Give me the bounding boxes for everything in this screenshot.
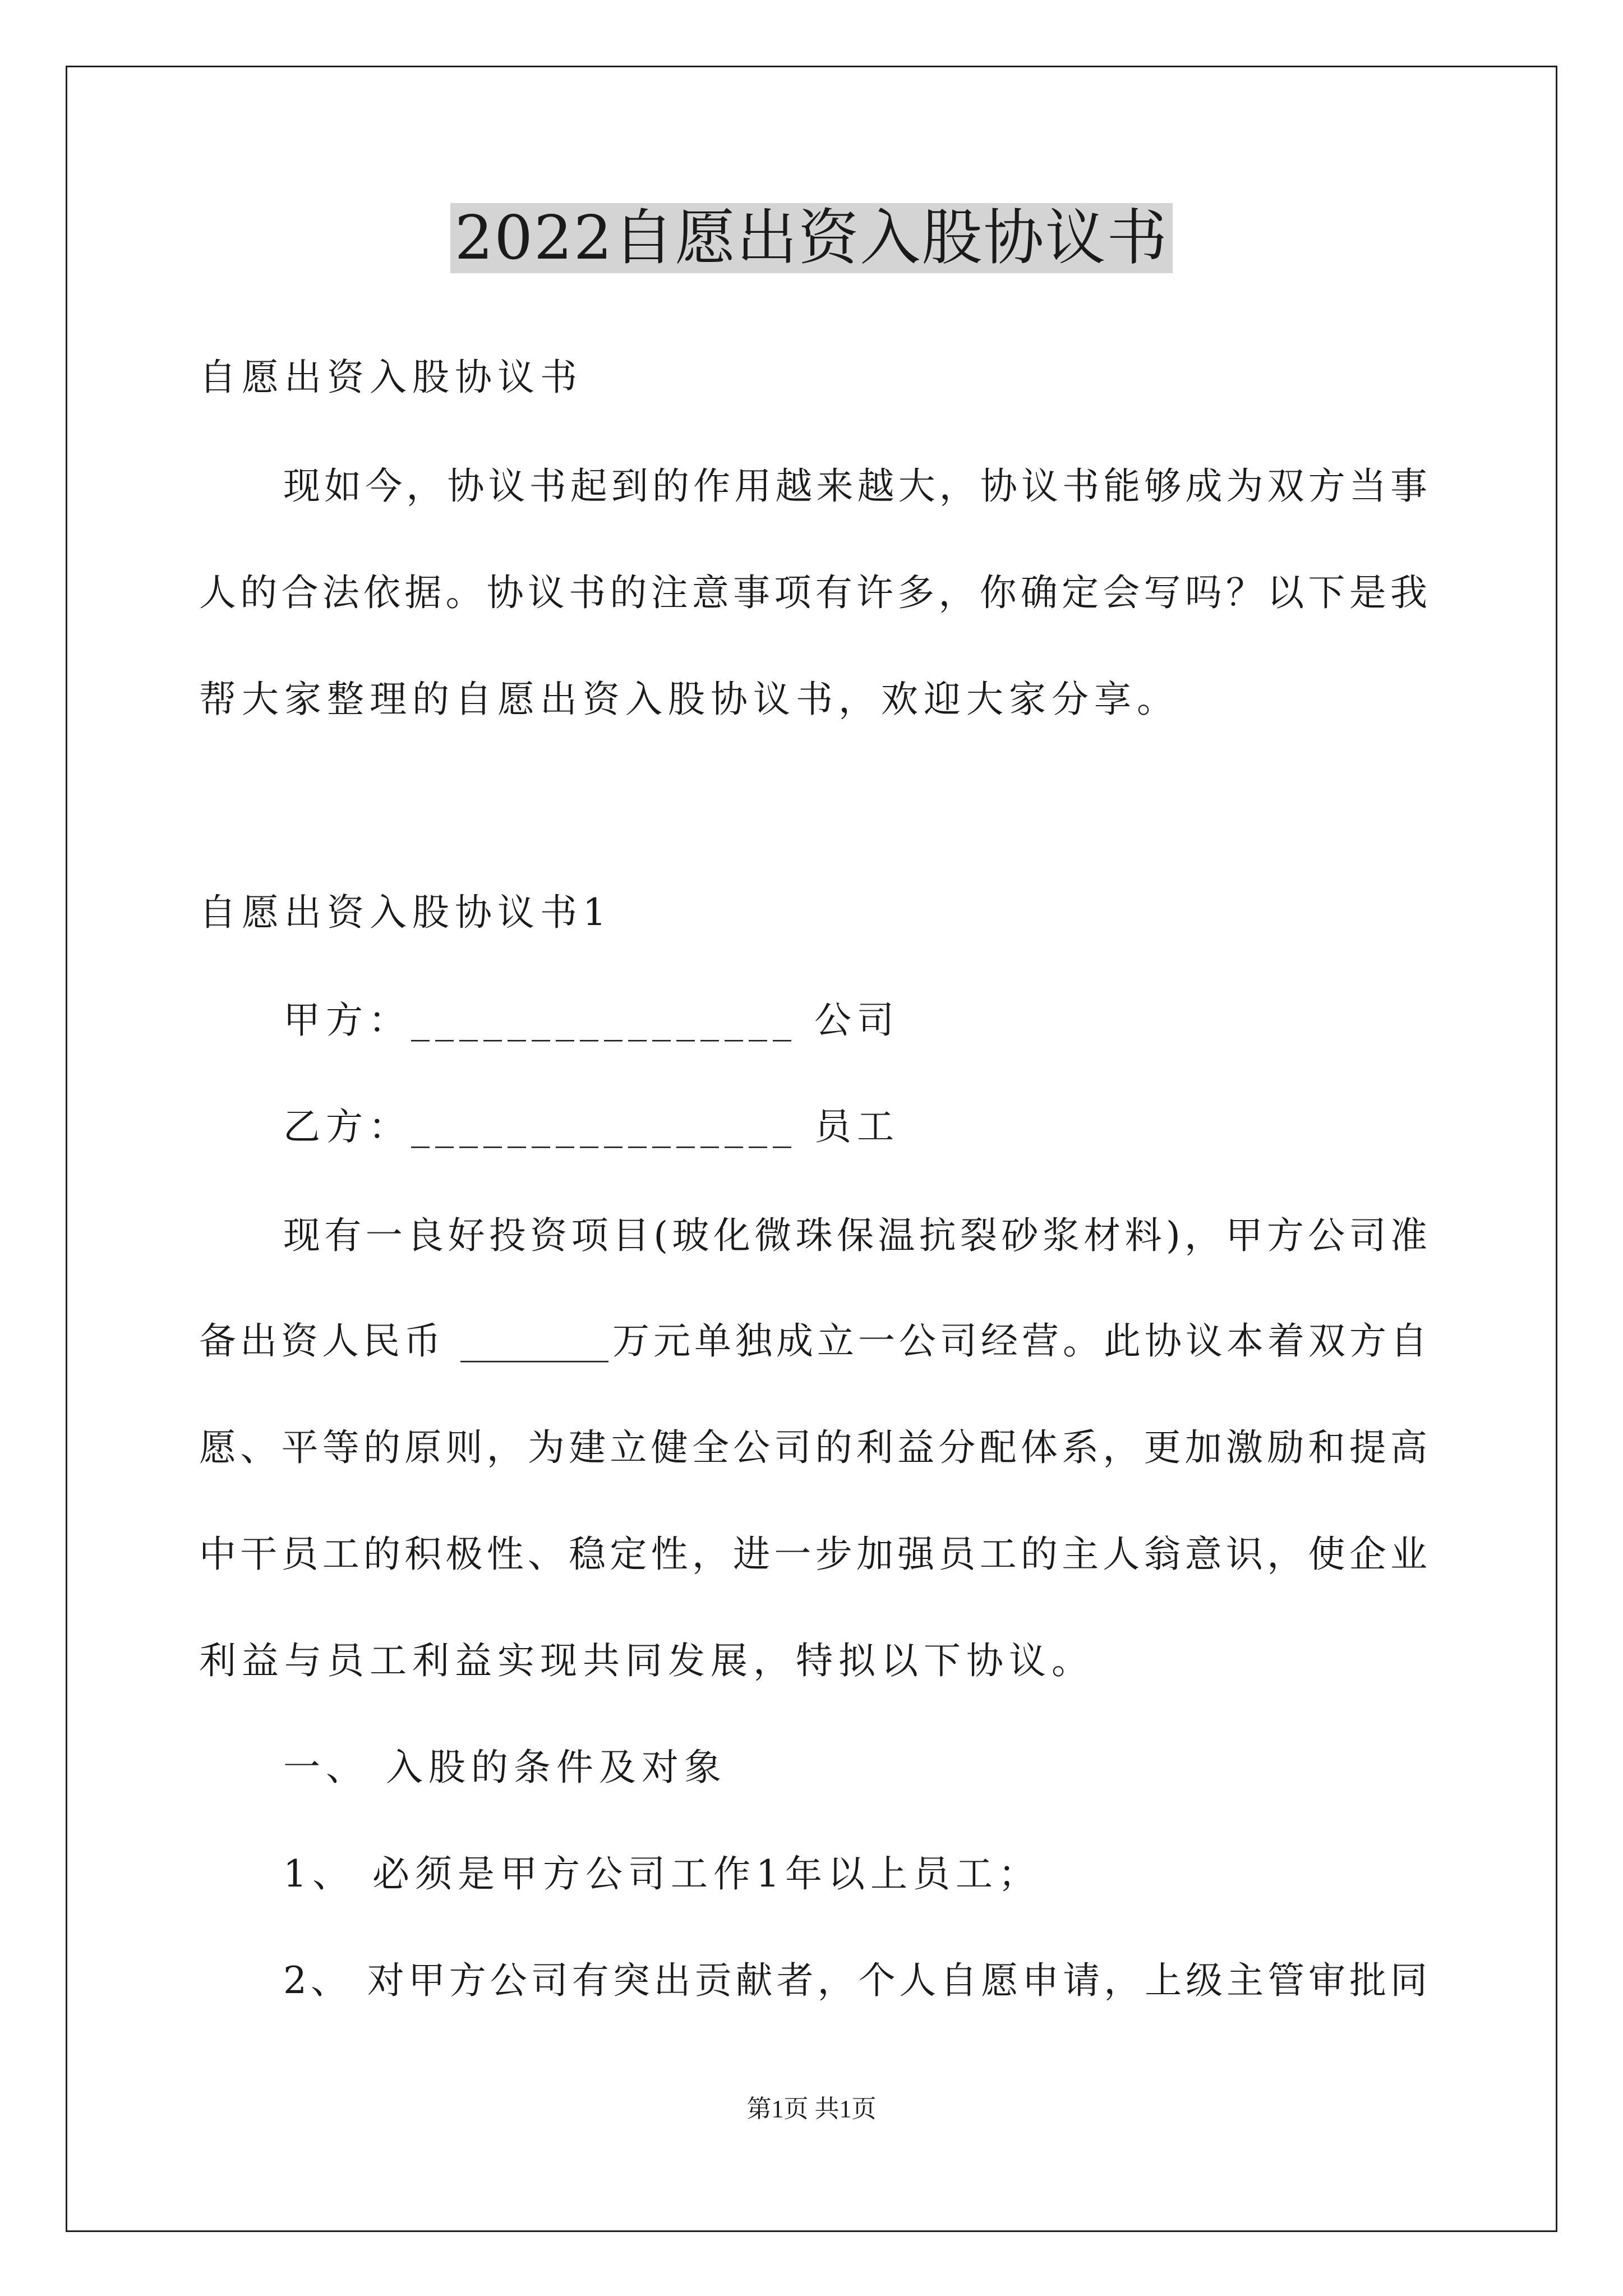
section-heading: 自愿出资入股协议书1 bbox=[199, 891, 612, 934]
body-line-1: 现有一良好投资项目(玻化微珠保温抗裂砂浆材料)，甲方公司准 bbox=[283, 1214, 1427, 1257]
subtitle: 自愿出资入股协议书 bbox=[199, 356, 583, 399]
document-title bbox=[0, 199, 1623, 278]
intro-line-1: 现如今，协议书起到的作用越来越大，协议书能够成为双方当事 bbox=[283, 464, 1427, 508]
clause-item-1: 1、 必须是甲方公司工作1年以上员工； bbox=[283, 1852, 1041, 1895]
body-line-3: 愿、平等的原则，为建立健全公司的利益分配体系，更加激励和提高 bbox=[199, 1426, 1427, 1469]
page-footer: 第1页 共1页 bbox=[746, 2095, 877, 2123]
clause-heading: 一、 入股的条件及对象 bbox=[283, 1746, 727, 1789]
intro-line-3: 帮大家整理的自愿出资入股协议书，欢迎大家分享。 bbox=[199, 678, 1179, 721]
intro-line-2: 人的合法依据。协议书的注意事项有许多，你确定会写吗？以下是我 bbox=[199, 571, 1427, 614]
party-a: 甲方：________________ 公司 bbox=[283, 999, 900, 1042]
body-line-5: 利益与员工利益实现共同发展，特拟以下协议。 bbox=[199, 1639, 1094, 1682]
body-line-2: 备出资人民币 ________万元单独成立一公司经营。此协议本着双方自 bbox=[199, 1319, 1427, 1363]
clause-item-2: 2、 对甲方公司有突出贡献者，个人自愿申请，上级主管审批同 bbox=[283, 1959, 1427, 2002]
title-text: 2022自愿出资入股协议书 bbox=[450, 203, 1173, 273]
body-line-4: 中干员工的积极性、稳定性，进一步加强员工的主人翁意识，使企业 bbox=[199, 1533, 1427, 1576]
party-b: 乙方：________________ 员工 bbox=[283, 1105, 900, 1148]
